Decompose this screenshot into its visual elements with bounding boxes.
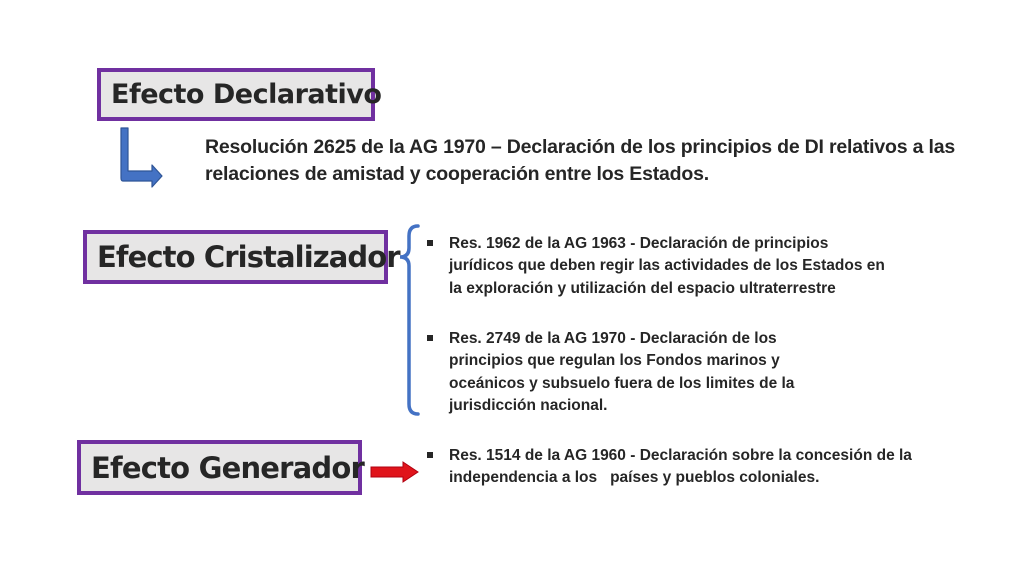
list-item [427, 233, 897, 300]
efecto-cristalizador-box [83, 230, 400, 284]
square-bullet-icon [427, 452, 433, 458]
bent-down-right-arrow-icon [118, 125, 168, 187]
right-arrow-icon [371, 461, 419, 483]
res-2749-text: Res. 2749 de la AG 1970 - Declaración de los principios que regulan los Fondos marinos y oceánicos y subsuelo fuera de los limites de la jurisdicción nacional. [449, 330, 795, 415]
square-bullet-icon [427, 335, 433, 341]
efecto-declarativo-title: Efecto Declarativo [111, 79, 382, 110]
efecto-cristalizador-title: Efecto Cristalizador [97, 240, 400, 274]
res-1962-text: Res. 1962 de la AG 1963 - Declaración de principios jurídicos que deben regir las actividades de los Estados en la exploración y utilización del espacio ultraterrestre [449, 235, 885, 297]
left-brace-icon [398, 224, 422, 416]
res-1514-text: Res. 1514 de la AG 1960 - Declaración sobre la concesión de la independencia a los países y pueblos coloniales. [449, 447, 917, 487]
resolucion-2625-text: Resolución 2625 de la AG 1970 – Declaración de los principios de DI relativos a las relaciones de amistad y cooperación entre los Estados. [205, 136, 955, 186]
list-item [427, 328, 827, 418]
efecto-generador-title: Efecto Generador [91, 450, 365, 485]
list-item [427, 445, 947, 490]
efecto-declarativo-box [97, 68, 382, 121]
square-bullet-icon [427, 240, 433, 246]
efecto-generador-box [77, 440, 365, 495]
